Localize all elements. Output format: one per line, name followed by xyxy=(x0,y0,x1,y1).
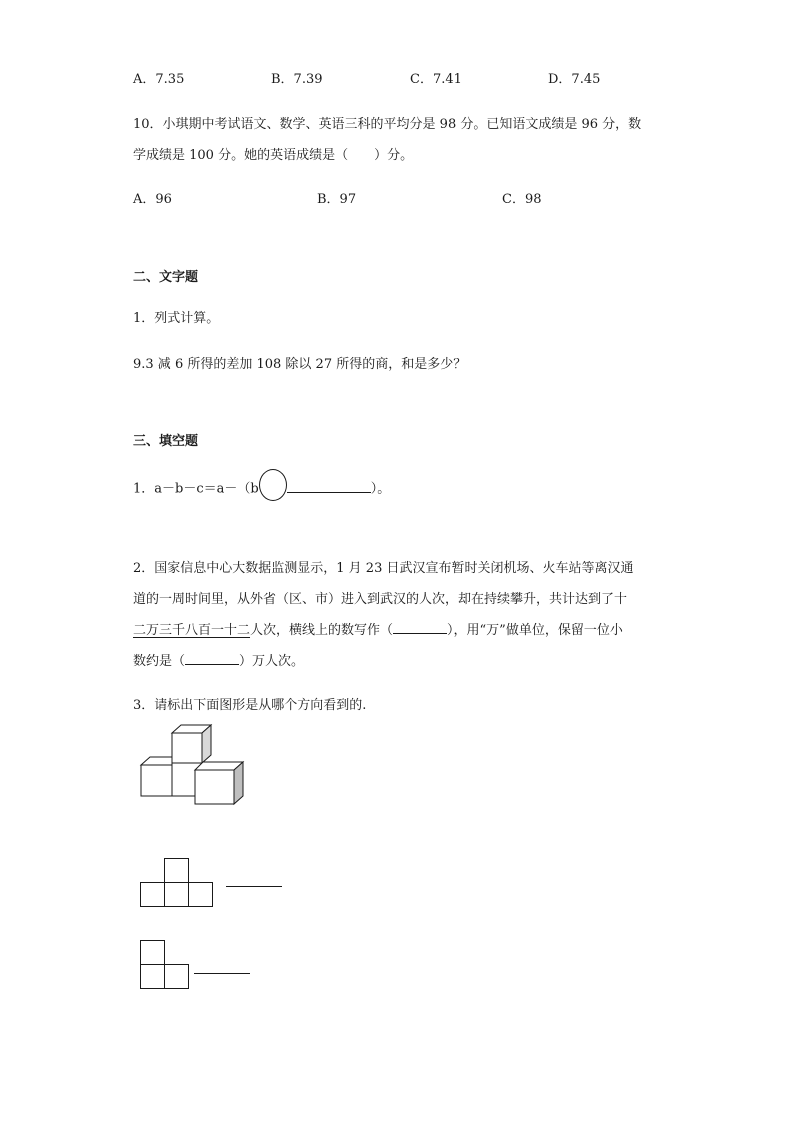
question-10-line2: 学成绩是 100 分。她的英语成绩是（ ）分。 xyxy=(133,148,414,163)
text-segment: ）万人次。 xyxy=(239,654,305,669)
fill-question-2-line2: 道的一周时间里，从外省（区、市）进入到武汉的人次，却在持续攀升，共计达到了十 xyxy=(133,592,628,607)
question-10-line1: 10．小琪期中考试语文、数学、英语三科的平均分是 98 分。已知语文成绩是 96 分，数 xyxy=(133,117,642,132)
cube-stack-figure xyxy=(138,722,248,812)
option-d: D．7.45 xyxy=(548,72,601,87)
text-segment: 人次，横线上的数写作（ xyxy=(250,623,394,638)
answer-blank[interactable] xyxy=(287,480,371,493)
text-segment: ），用“万”做单位，保留一位小 xyxy=(447,623,623,638)
option-b: B．7.39 xyxy=(271,72,323,87)
option-c: C．98 xyxy=(502,192,542,207)
answer-blank[interactable] xyxy=(393,621,447,634)
view-figure-1 xyxy=(140,856,290,908)
fill-question-1 xyxy=(133,477,390,501)
option-c: C．7.41 xyxy=(410,72,462,87)
question-label: 1．列式计算。 xyxy=(133,311,220,326)
view-figure-2 xyxy=(140,938,260,990)
option-a: A．96 xyxy=(133,192,172,207)
section-title: 三、填空题 xyxy=(133,434,199,449)
question-text: 9.3 减 6 所得的差加 108 除以 27 所得的商，和是多少？ xyxy=(133,357,467,372)
option-a: A．7.35 xyxy=(133,72,185,87)
fill-question-2-line4 xyxy=(133,650,304,669)
section-title: 二、文字题 xyxy=(133,270,199,285)
question-suffix: ）。 xyxy=(370,481,391,497)
text-segment: 数约是（ xyxy=(133,654,186,669)
question-prefix: 1．a－b－c＝a－（b xyxy=(133,481,259,497)
fill-question-2-line3 xyxy=(133,619,623,638)
option-b: B．97 xyxy=(317,192,357,207)
fill-question-2-line1: 2．国家信息中心大数据监测显示，1 月 23 日武汉宣布暂时关闭机场、火车站等离汉通 xyxy=(133,561,634,576)
fill-question-3: 3．请标出下面图形是从哪个方向看到的. xyxy=(133,698,367,713)
underlined-number: 二万三千八百一十二 xyxy=(133,623,251,638)
circle-blank[interactable] xyxy=(259,469,287,501)
answer-blank[interactable] xyxy=(185,652,239,665)
